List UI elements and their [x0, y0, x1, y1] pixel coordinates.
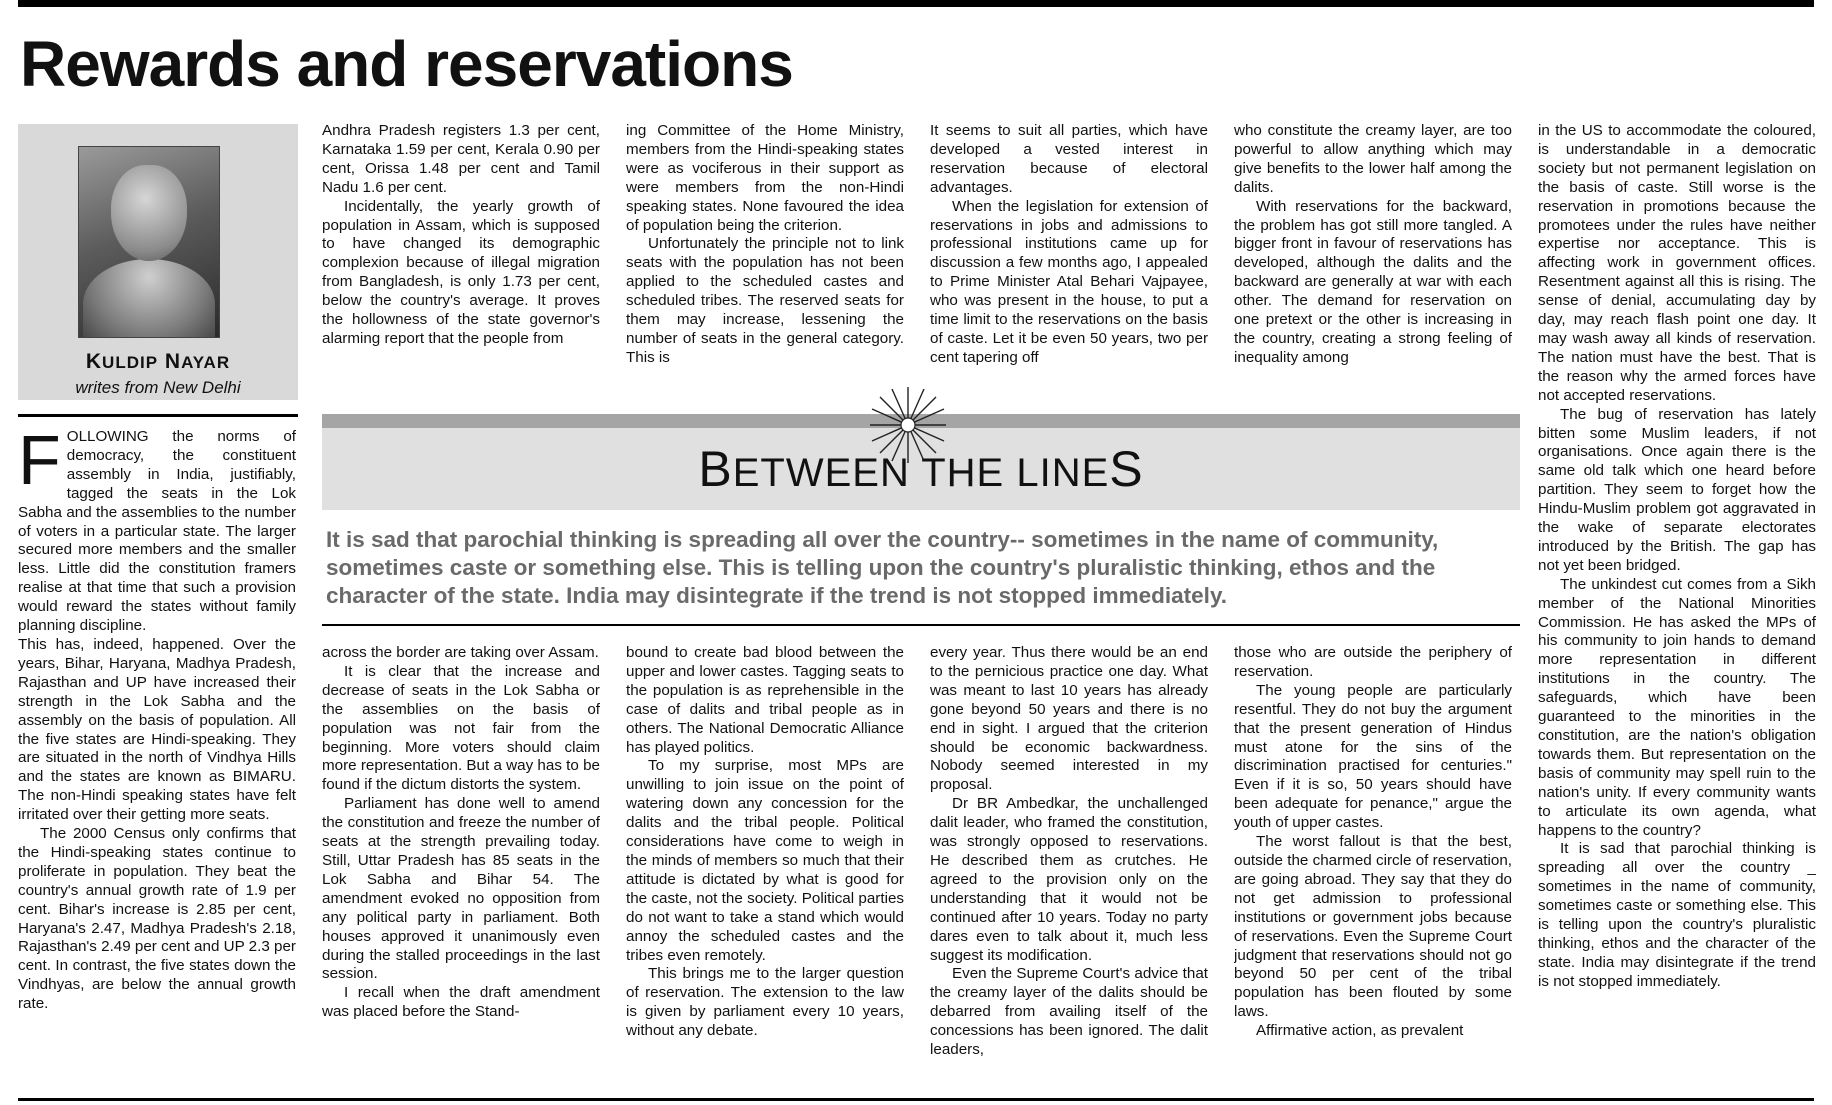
- top-rule: [18, 0, 1814, 7]
- paragraph: This has, indeed, happened. Over the years, Bihar, Haryana, Madhya Pradesh, Rajasthan and UP have increased their strength in the Lok Sabha and the assembly on the basis of population. All the five states are Hindi-speaking. They are situated in the north of Vindhya Hills and the states are known as BIMARU. The non-Hindi speaking states have felt irritated over their getting more seats.: [18, 635, 296, 824]
- byline-box: [18, 124, 298, 400]
- column-3-top: [626, 122, 904, 392]
- author-photo: [78, 146, 220, 338]
- paragraph: It is clear that the increase and decrease of seats in the Lok Sabha or the assemblies on the basis of population was not fair from the beginning. More voters should claim more representation. But a way has to be found if the dictum distorts the system.: [322, 662, 600, 794]
- paragraph: every year. Thus there would be an end to the pernicious practice one day. What was meant to last 10 years has already gone beyond 50 years and there is no end in sight. I argued that the criterion should be economic backwardness. Nobody seemed interested in my proposal.: [930, 644, 1208, 794]
- paragraph: This brings me to the larger question of reservation. The extension to the law is given by parliament every 10 years, without any debate.: [626, 965, 904, 1040]
- paragraph: The bug of reservation has lately bitten some Muslim leaders, if not organisations. Once again there is the same old talk which one heard before partition. They seem to forget how the Hindu-Muslim problem got aggravated in the wake of separate electorates introduced by the British. The gap has not yet been bridged.: [1538, 405, 1816, 574]
- paragraph: across the border are taking over Assam.: [322, 644, 599, 661]
- paragraph: I recall when the draft amendment was placed before the Stand-: [322, 984, 600, 1021]
- column-3-bottom: [626, 644, 904, 1096]
- paragraph: The young people are particularly resentful. They do not buy the argument that the present generation of Hindus must atone for the sins of the discrimination practised for centuries." Even if it is so, 50 years should have been adequate for penance," argue the youth of upper castes.: [1234, 681, 1512, 832]
- paragraph: The worst fallout is that the best, outside the charmed circle of reservation, are going abroad. They say that they do not get admission to professional institutions or government jobs because of reservations. Even the Supreme Court judgment that reservations should not go beyond 50 per cent of the tribal population has been flouted by some laws.: [1234, 833, 1512, 1021]
- paragraph: Incidentally, the yearly growth of population in Assam, which is supposed to have changed its demographic complexion because of illegal migration from Bangladesh, is only 1.73 per cent, below the country's average. It proves the hollowness of the state governor's alarming report that the people from: [322, 197, 600, 347]
- author-name: KULDIP NAYAR: [85, 350, 231, 373]
- column-2-top: [322, 122, 600, 392]
- paragraph: OLLOWING the norms of democracy, the constituent assembly in India, justifiably, tagged the seats in the Lok Sabha and the assemblies to the number of voters in a particular state. The larger secured more members and the smaller less. Little did the constitution framers realise at that time that such a provision would reward the states without family planning discipline.: [18, 428, 296, 635]
- paragraph: Affirmative action, as prevalent: [1256, 1022, 1464, 1040]
- paragraph: those who are outside the periphery of reservation.: [1234, 644, 1512, 680]
- column-4-top: [930, 122, 1208, 392]
- paragraph: bound to create bad blood between the upper and lower castes. Tagging seats to the population is as reprehensible in the case of dalits and tribal people as in others. The National Democratic Alliance has played politics.: [626, 644, 904, 756]
- paragraph: in the US to accommodate the coloured, is understandable in a democratic society but not permanent legislation on the basis of caste. Still worse is the reservation in promotions because the promotees under the rules have neither expertise nor acceptance. This is affecting work in government offices. Resentment against all this is rising. The sense of denial, accumulating day by day, may reach flash point one day. It may wash away all kinds of reservation. The nation must have the best. That is the reason why the armed forces have not accepted reservations.: [1538, 122, 1816, 404]
- paragraph: To my surprise, most MPs are unwilling to join issue on the point of watering down any concession for the dalits and the tribal people. Political considerations have come to weigh in the minds of members so much that their attitude is dictated by what is good for the caste, not the society. Political parties do not want to take a stand which would annoy the scheduled castes and the tribes even remotely.: [626, 757, 904, 964]
- column-5-top: [1234, 122, 1512, 392]
- paragraph: Andhra Pradesh registers 1.3 per cent, Karnataka 1.59 per cent, Kerala 0.90 per cent, Orissa 1.48 per cent and Tamil Nadu 1.6 per cent.: [322, 122, 600, 196]
- panel-title: BETWEEN THE LINES: [698, 441, 1144, 497]
- column-6: [1538, 122, 1816, 1096]
- paragraph: Dr BR Ambedkar, the unchallenged dalit leader, who framed the constitution, was strongly opposed to reservations. He described them as crutches. He agreed to the provision only on the understanding that it would not be continued after 10 years. Today no party dares even to talk about it, much less suggest its modification.: [930, 795, 1208, 964]
- column-2-bottom: [322, 644, 600, 1096]
- paragraph: The unkindest cut comes from a Sikh member of the National Minorities Commission. He has asked the MPs of his community to join hands to demand more representation in different institutions in the country. The safeguards, which have been guaranteed to the minorities in the constitution, are the nation's obligation towards them. But representation on the basis of community may spell ruin to the nation's unity. If every community wants to articulate its own agenda, what happens to the country?: [1538, 575, 1816, 839]
- panel-bottom-rule: [322, 624, 1520, 626]
- paragraph: who constitute the creamy layer, are too powerful to allow anything which may give benefits to the lower half among the dalits.: [1234, 122, 1512, 196]
- byline-divider: [18, 414, 298, 417]
- column-5-bottom: [1234, 644, 1512, 1096]
- paragraph: With reservations for the backward, the problem has got still more tangled. A bigger front in favour of reservations has developed, although the dalits and the backward are generally at war with each other. The demand for reservation on one pretext or the other is increasing in the country, creating a strong feeling of inequality among: [1234, 197, 1512, 366]
- paragraph: It seems to suit all parties, which have developed a vested interest in reservation because of electoral advantages.: [930, 122, 1208, 196]
- bottom-rule: [18, 1098, 1814, 1101]
- author-location: writes from New Delhi: [75, 378, 241, 397]
- paragraph: The 2000 Census only confirms that the Hindi-speaking states continue to proliferate in population. They beat the country's annual growth rate of 1.9 per cent. Bihar's increase is 2.85 per cent, Haryana's 2.47, Madhya Pradesh's 2.18, Rajasthan's 2.49 per cent and UP 2.3 per cent. In contrast, the five states down the Vindhyas, are below the annual growth rate.: [18, 825, 296, 1013]
- headline: Rewards and reservations: [20, 28, 793, 100]
- column-1: [18, 428, 296, 1096]
- column-4-bottom: [930, 644, 1208, 1096]
- paragraph: Unfortunately the principle not to link seats with the population has not been applied to the scheduled castes and scheduled tribes. The reserved seats for them may increase, lessening the number of seats in the general category. This is: [626, 235, 904, 366]
- paragraph: It is sad that parochial thinking is spreading all over the country _ sometimes in the name of community, sometimes caste or something else. This is telling upon the country's pluralistic thinking, ethos and the character of the state. India may disintegrate if the trend is not stopped immediately.: [1538, 840, 1816, 990]
- paragraph: When the legislation for extension of reservations in jobs and admissions to professional institutions came up for discussion a few months ago, I appealed to Prime Minister Atal Behari Vajpayee, who was present in the house, to put a time limit to the reservations on the basis of caste. Let it be even 50 years, two per cent tapering off: [930, 197, 1208, 366]
- pull-quote: It is sad that parochial thinking is spreading all over the country-- sometimes in the name of community, sometimes caste or something else. This is telling upon the country's pluralistic thinking, ethos and the character of the state. India may disintegrate if the trend is not stopped immediately.: [326, 527, 1439, 608]
- paragraph: Even the Supreme Court's advice that the creamy layer of the dalits should be debarred from availing itself of the concessions has been ignored. The dalit leaders,: [930, 965, 1208, 1059]
- paragraph: ing Committee of the Home Ministry, members from the Hindi-speaking states were as vociferous in their support as were members from the non-Hindi speaking states. None favoured the idea of population being the criterion.: [626, 122, 904, 234]
- paragraph: Parliament has done well to amend the constitution and freeze the number of seats at the strength prevailing today. Still, Uttar Pradesh has 85 seats in the Lok Sabha and Bihar 54. The amendment evoked no opposition from any political party in parliament. Both houses approved it unanimously even during the stalled proceedings in the last session.: [322, 795, 600, 983]
- drop-cap: F: [18, 428, 61, 499]
